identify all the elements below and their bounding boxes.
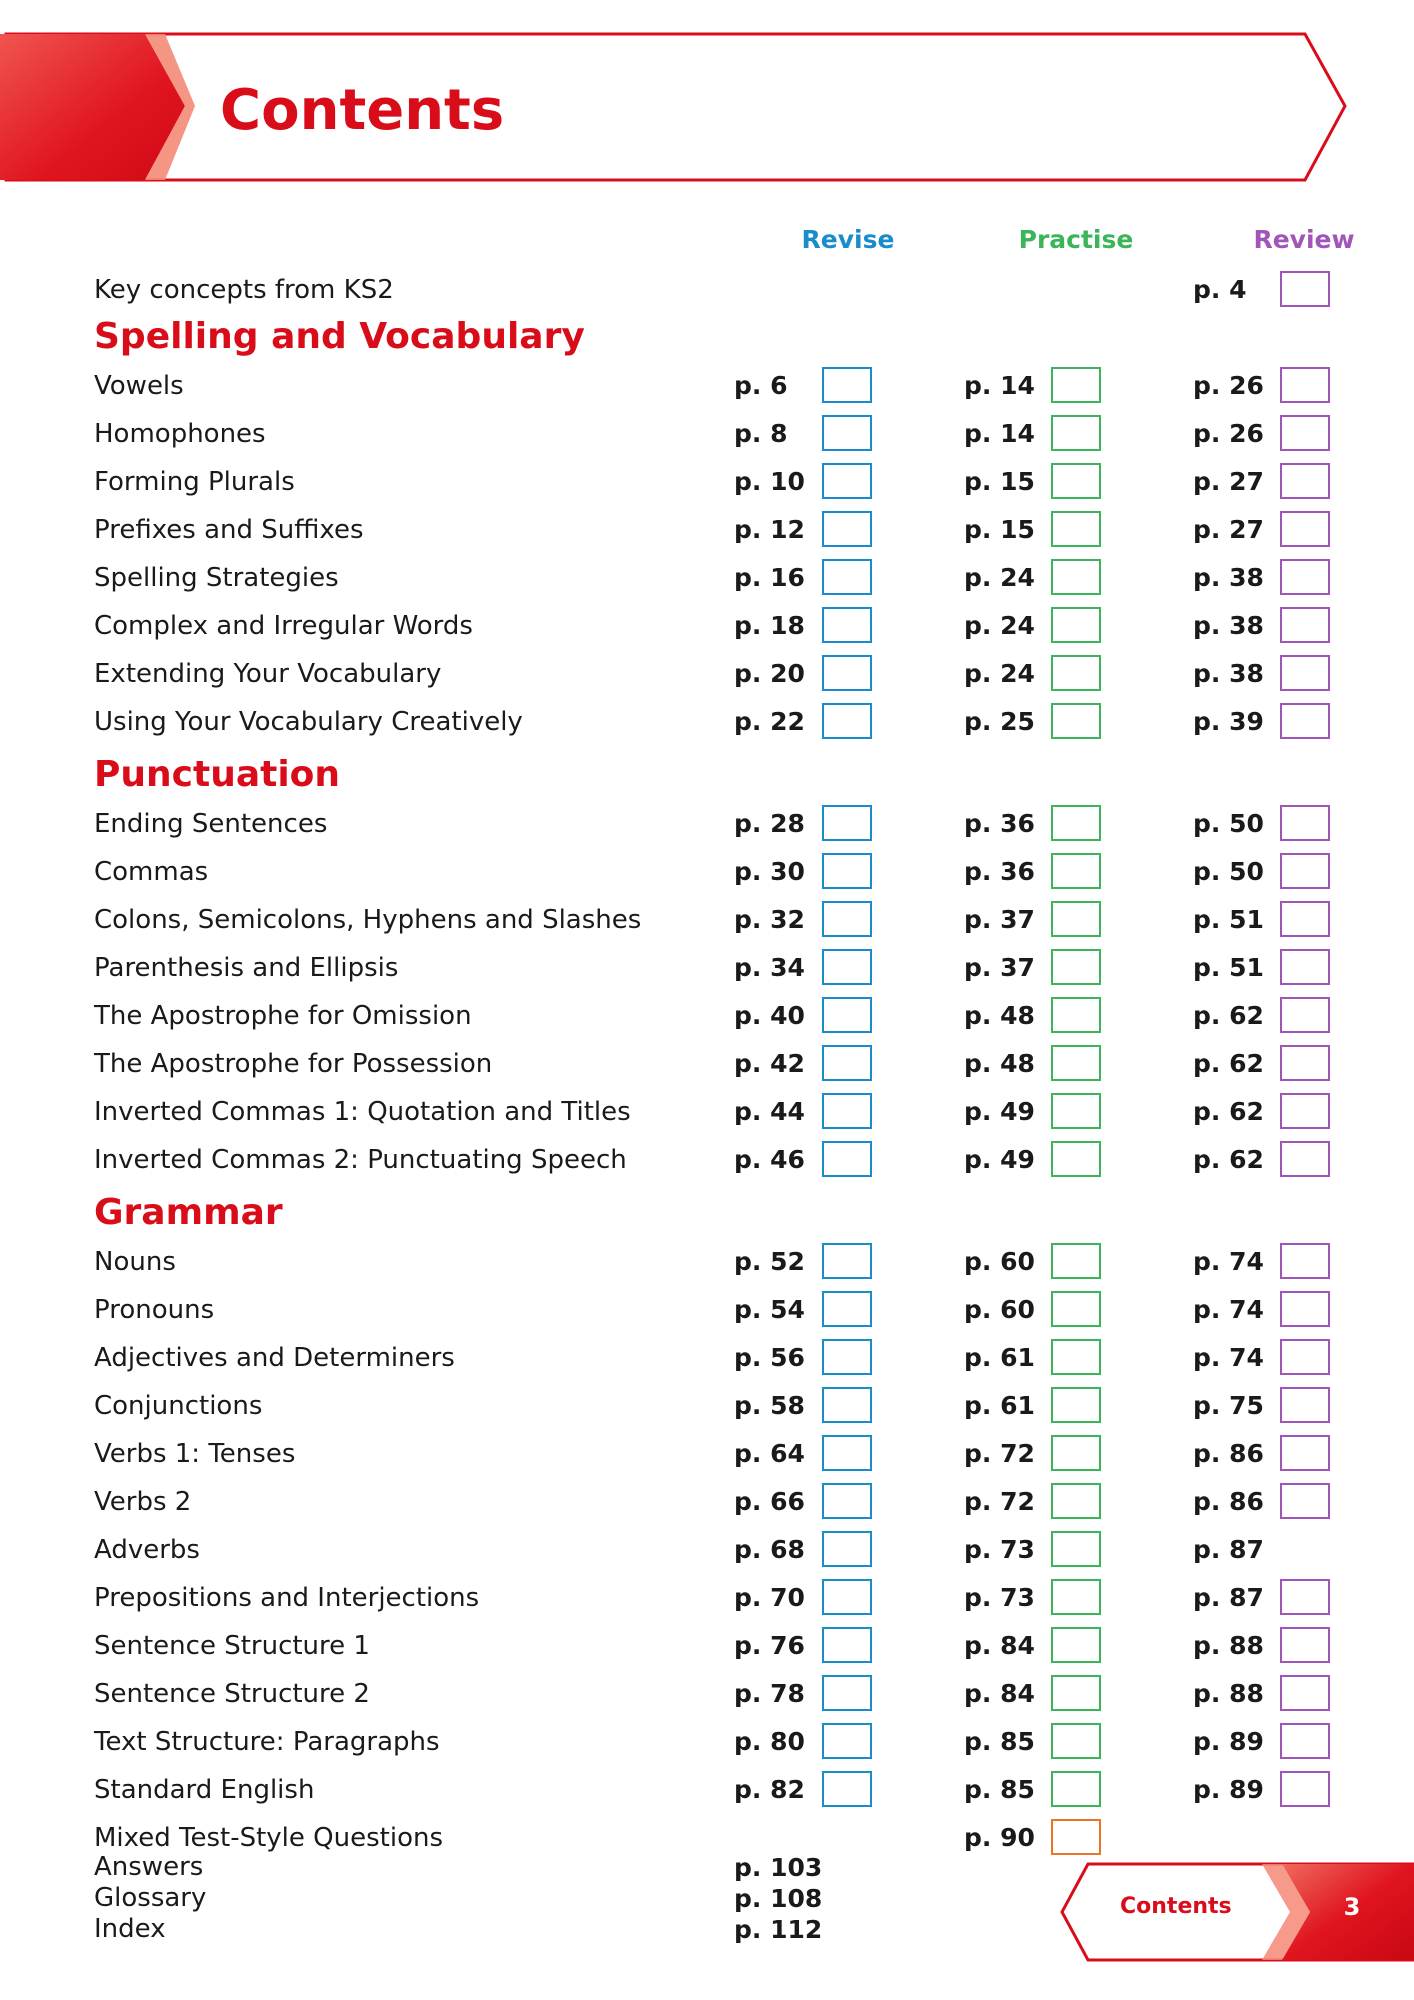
extra-title: Glossary <box>94 1883 207 1913</box>
revise-page: p. 30 <box>734 857 805 886</box>
review-page: p. 51 <box>1193 953 1264 982</box>
contents-row <box>0 1670 1414 1718</box>
practise-checkbox[interactable] <box>1051 1627 1101 1663</box>
contents-row <box>0 506 1414 554</box>
review-checkbox[interactable] <box>1280 607 1330 643</box>
revise-page: p. 76 <box>734 1631 805 1660</box>
topic-title: Pronouns <box>94 1295 215 1325</box>
section-heading: Spelling and Vocabulary <box>94 316 585 357</box>
section-heading-row <box>0 314 1414 362</box>
practise-page: p. 14 <box>964 419 1035 448</box>
contents-row <box>0 1430 1414 1478</box>
revise-checkbox[interactable] <box>822 1339 872 1375</box>
revise-checkbox[interactable] <box>822 1435 872 1471</box>
review-checkbox[interactable] <box>1280 805 1330 841</box>
page-number: 3 <box>1343 1893 1361 1921</box>
practise-page: p. 61 <box>964 1343 1035 1372</box>
revise-checkbox[interactable] <box>822 1045 872 1081</box>
practise-checkbox[interactable] <box>1051 1243 1101 1279</box>
review-page: p. 62 <box>1193 1145 1264 1174</box>
revise-page: p. 40 <box>734 1001 805 1030</box>
topic-title: Sentence Structure 2 <box>94 1679 370 1709</box>
revise-page: p. 54 <box>734 1295 805 1324</box>
practise-page: p. 72 <box>964 1439 1035 1468</box>
revise-checkbox[interactable] <box>822 607 872 643</box>
revise-checkbox[interactable] <box>822 1093 872 1129</box>
practise-checkbox[interactable] <box>1051 1675 1101 1711</box>
contents-row <box>0 1718 1414 1766</box>
review-checkbox[interactable] <box>1280 1045 1330 1081</box>
practise-checkbox[interactable] <box>1051 1435 1101 1471</box>
review-page: p. 27 <box>1193 467 1264 496</box>
contents-row <box>0 1766 1414 1814</box>
review-checkbox[interactable] <box>1280 1291 1330 1327</box>
revise-page: p. 64 <box>734 1439 805 1468</box>
practise-checkbox[interactable] <box>1051 901 1101 937</box>
practise-checkbox[interactable] <box>1051 1531 1101 1567</box>
contents-row <box>0 602 1414 650</box>
contents-row <box>0 1040 1414 1088</box>
revise-page: p. 18 <box>734 611 805 640</box>
practise-checkbox[interactable] <box>1051 853 1101 889</box>
topic-title: Adverbs <box>94 1535 200 1565</box>
practise-page: p. 73 <box>964 1535 1035 1564</box>
practise-page: p. 84 <box>964 1631 1035 1660</box>
practise-page: p. 24 <box>964 611 1035 640</box>
practise-page: p. 85 <box>964 1775 1035 1804</box>
practise-checkbox[interactable] <box>1051 1093 1101 1129</box>
review-checkbox[interactable] <box>1280 1387 1330 1423</box>
review-page: p. 62 <box>1193 1049 1264 1078</box>
topic-title: Verbs 2 <box>94 1487 192 1517</box>
revise-checkbox[interactable] <box>822 1675 872 1711</box>
revise-checkbox[interactable] <box>822 655 872 691</box>
column-header-review: Review <box>1253 225 1355 254</box>
contents-row <box>0 554 1414 602</box>
practise-page: p. 37 <box>964 953 1035 982</box>
contents-row <box>0 1286 1414 1334</box>
practise-page: p. 49 <box>964 1097 1035 1126</box>
revise-page: p. 68 <box>734 1535 805 1564</box>
revise-checkbox[interactable] <box>822 1387 872 1423</box>
revise-checkbox[interactable] <box>822 805 872 841</box>
topic-title: Standard English <box>94 1775 315 1805</box>
practise-page: p. 36 <box>964 809 1035 838</box>
contents-row <box>0 1526 1414 1574</box>
section-heading-row <box>0 752 1414 800</box>
practise-checkbox[interactable] <box>1051 607 1101 643</box>
contents-row <box>0 410 1414 458</box>
review-checkbox[interactable] <box>1280 1093 1330 1129</box>
practise-page: p. 48 <box>964 1049 1035 1078</box>
extra-page: p. 112 <box>734 1915 823 1944</box>
revise-page: p. 52 <box>734 1247 805 1276</box>
practise-page: p. 49 <box>964 1145 1035 1174</box>
revise-page: p. 42 <box>734 1049 805 1078</box>
practise-checkbox[interactable] <box>1051 1579 1101 1615</box>
review-page: p. 74 <box>1193 1295 1264 1324</box>
topic-title: Conjunctions <box>94 1391 263 1421</box>
revise-checkbox[interactable] <box>822 1141 872 1177</box>
review-checkbox[interactable] <box>1280 271 1330 307</box>
topic-title: Key concepts from KS2 <box>94 275 394 305</box>
practise-checkbox[interactable] <box>1051 1483 1101 1519</box>
revise-page: p. 58 <box>734 1391 805 1420</box>
review-checkbox[interactable] <box>1280 1723 1330 1759</box>
revise-checkbox[interactable] <box>822 559 872 595</box>
page-title: Contents <box>220 78 505 143</box>
revise-page: p. 80 <box>734 1727 805 1756</box>
practise-page: p. 73 <box>964 1583 1035 1612</box>
contents-row <box>0 1136 1414 1184</box>
revise-checkbox[interactable] <box>822 997 872 1033</box>
revise-page: p. 44 <box>734 1097 805 1126</box>
review-checkbox[interactable] <box>1280 1675 1330 1711</box>
topic-title: Verbs 1: Tenses <box>94 1439 296 1469</box>
section-heading: Punctuation <box>94 754 341 795</box>
review-page: p. 27 <box>1193 515 1264 544</box>
practise-page: p. 90 <box>964 1823 1035 1852</box>
extra-page: p. 103 <box>734 1853 823 1882</box>
practise-page: p. 60 <box>964 1247 1035 1276</box>
practise-checkbox[interactable] <box>1051 1339 1101 1375</box>
revise-checkbox[interactable] <box>822 949 872 985</box>
review-checkbox[interactable] <box>1280 463 1330 499</box>
contents-row <box>0 848 1414 896</box>
practise-checkbox[interactable] <box>1051 1771 1101 1807</box>
revise-checkbox[interactable] <box>822 703 872 739</box>
practise-checkbox[interactable] <box>1051 1045 1101 1081</box>
review-page: p. 89 <box>1193 1727 1264 1756</box>
review-page: p. 89 <box>1193 1775 1264 1804</box>
column-header-practise: Practise <box>1018 225 1134 254</box>
review-page: p. 38 <box>1193 563 1264 592</box>
review-page: p. 38 <box>1193 659 1264 688</box>
revise-page: p. 10 <box>734 467 805 496</box>
topic-title: Vowels <box>94 371 184 401</box>
review-page: p. 62 <box>1193 1097 1264 1126</box>
review-page: p. 39 <box>1193 707 1264 736</box>
review-page: p. 86 <box>1193 1487 1264 1516</box>
practise-checkbox[interactable] <box>1051 655 1101 691</box>
revise-checkbox[interactable] <box>822 463 872 499</box>
practise-page: p. 36 <box>964 857 1035 886</box>
column-header-revise: Revise <box>801 225 895 254</box>
review-page: p. 51 <box>1193 905 1264 934</box>
review-page: p. 26 <box>1193 419 1264 448</box>
revise-checkbox[interactable] <box>822 1771 872 1807</box>
practise-page: p. 25 <box>964 707 1035 736</box>
revise-checkbox[interactable] <box>822 901 872 937</box>
revise-page: p. 66 <box>734 1487 805 1516</box>
practise-page: p. 14 <box>964 371 1035 400</box>
topic-title: Commas <box>94 857 209 887</box>
contents-row <box>0 458 1414 506</box>
review-page: p. 62 <box>1193 1001 1264 1030</box>
revise-page: p. 82 <box>734 1775 805 1804</box>
topic-title: The Apostrophe for Omission <box>94 1001 472 1031</box>
practise-checkbox[interactable] <box>1051 367 1101 403</box>
contents-row <box>0 1622 1414 1670</box>
review-checkbox[interactable] <box>1280 1141 1330 1177</box>
footer-tab <box>1060 1862 1414 1962</box>
section-heading-row <box>0 1190 1414 1238</box>
practise-page: p. 37 <box>964 905 1035 934</box>
revise-checkbox[interactable] <box>822 1291 872 1327</box>
review-page: p. 88 <box>1193 1631 1264 1660</box>
review-checkbox[interactable] <box>1280 1243 1330 1279</box>
review-page: p. 86 <box>1193 1439 1264 1468</box>
revise-checkbox[interactable] <box>822 1483 872 1519</box>
topic-title: Sentence Structure 1 <box>94 1631 370 1661</box>
practise-page: p. 24 <box>964 659 1035 688</box>
revise-page: p. 20 <box>734 659 805 688</box>
practise-checkbox[interactable] <box>1051 1141 1101 1177</box>
review-page: p. 50 <box>1193 857 1264 886</box>
topic-title: Prepositions and Interjections <box>94 1583 480 1613</box>
practise-page: p. 72 <box>964 1487 1035 1516</box>
review-checkbox[interactable] <box>1280 1483 1330 1519</box>
review-checkbox[interactable] <box>1280 853 1330 889</box>
revise-page: p. 56 <box>734 1343 805 1372</box>
contents-row <box>0 1574 1414 1622</box>
section-heading: Grammar <box>94 1192 283 1233</box>
practise-checkbox[interactable] <box>1051 1291 1101 1327</box>
extra-title: Index <box>94 1914 166 1944</box>
practise-page: p. 85 <box>964 1727 1035 1756</box>
revise-checkbox[interactable] <box>822 1579 872 1615</box>
topic-title: Adjectives and Determiners <box>94 1343 455 1373</box>
revise-page: p. 8 <box>734 419 788 448</box>
review-checkbox[interactable] <box>1280 997 1330 1033</box>
topic-title: Parenthesis and Ellipsis <box>94 953 399 983</box>
topic-title: The Apostrophe for Possession <box>94 1049 493 1079</box>
review-checkbox[interactable] <box>1280 511 1330 547</box>
practise-page: p. 24 <box>964 563 1035 592</box>
contents-row <box>0 944 1414 992</box>
review-checkbox[interactable] <box>1280 1627 1330 1663</box>
header-banner <box>0 0 1414 200</box>
topic-title: Nouns <box>94 1247 176 1277</box>
revise-page: p. 34 <box>734 953 805 982</box>
review-page: p. 50 <box>1193 809 1264 838</box>
topic-title: Using Your Vocabulary Creatively <box>94 707 523 737</box>
review-checkbox[interactable] <box>1280 415 1330 451</box>
test-checkbox[interactable] <box>1051 1819 1101 1855</box>
revise-page: p. 12 <box>734 515 805 544</box>
revise-page: p. 46 <box>734 1145 805 1174</box>
contents-row <box>0 698 1414 746</box>
revise-page: p. 78 <box>734 1679 805 1708</box>
review-page: p. 74 <box>1193 1343 1264 1372</box>
footer-label: Contents <box>1120 1894 1232 1919</box>
revise-page: p. 6 <box>734 371 788 400</box>
topic-title: Mixed Test-Style Questions <box>94 1823 443 1853</box>
review-page: p. 4 <box>1193 275 1247 304</box>
practise-checkbox[interactable] <box>1051 559 1101 595</box>
revise-page: p. 70 <box>734 1583 805 1612</box>
review-checkbox[interactable] <box>1280 703 1330 739</box>
topic-title: Colons, Semicolons, Hyphens and Slashes <box>94 905 642 935</box>
practise-checkbox[interactable] <box>1051 415 1101 451</box>
topic-title: Ending Sentences <box>94 809 328 839</box>
review-checkbox[interactable] <box>1280 1579 1330 1615</box>
contents-row <box>0 1088 1414 1136</box>
practise-checkbox[interactable] <box>1051 1387 1101 1423</box>
practise-page: p. 60 <box>964 1295 1035 1324</box>
contents-row <box>0 266 1414 314</box>
review-page: p. 87 <box>1193 1583 1264 1612</box>
practise-page: p. 84 <box>964 1679 1035 1708</box>
contents-row <box>0 1382 1414 1430</box>
topic-title: Spelling Strategies <box>94 563 339 593</box>
review-checkbox[interactable] <box>1280 949 1330 985</box>
revise-page: p. 32 <box>734 905 805 934</box>
review-checkbox[interactable] <box>1280 559 1330 595</box>
contents-row <box>0 800 1414 848</box>
contents-row <box>0 1478 1414 1526</box>
review-page: p. 88 <box>1193 1679 1264 1708</box>
review-page: p. 38 <box>1193 611 1264 640</box>
revise-page: p. 22 <box>734 707 805 736</box>
revise-page: p. 28 <box>734 809 805 838</box>
topic-title: Extending Your Vocabulary <box>94 659 442 689</box>
topic-title: Inverted Commas 2: Punctuating Speech <box>94 1145 627 1175</box>
topic-title: Homophones <box>94 419 266 449</box>
review-checkbox[interactable] <box>1280 1339 1330 1375</box>
review-page: p. 26 <box>1193 371 1264 400</box>
contents-row <box>0 1334 1414 1382</box>
practise-checkbox[interactable] <box>1051 703 1101 739</box>
review-page: p. 75 <box>1193 1391 1264 1420</box>
practise-page: p. 48 <box>964 1001 1035 1030</box>
practise-checkbox[interactable] <box>1051 949 1101 985</box>
contents-row <box>0 1238 1414 1286</box>
practise-checkbox[interactable] <box>1051 805 1101 841</box>
review-checkbox[interactable] <box>1280 367 1330 403</box>
topic-title: Inverted Commas 1: Quotation and Titles <box>94 1097 631 1127</box>
practise-checkbox[interactable] <box>1051 1723 1101 1759</box>
revise-checkbox[interactable] <box>822 1627 872 1663</box>
revise-checkbox[interactable] <box>822 367 872 403</box>
review-page: p. 74 <box>1193 1247 1264 1276</box>
revise-checkbox[interactable] <box>822 415 872 451</box>
review-checkbox[interactable] <box>1280 655 1330 691</box>
review-page: p. 87 <box>1193 1535 1264 1564</box>
review-checkbox[interactable] <box>1280 901 1330 937</box>
contents-row <box>0 896 1414 944</box>
practise-checkbox[interactable] <box>1051 463 1101 499</box>
extra-title: Answers <box>94 1852 204 1882</box>
practise-page: p. 15 <box>964 515 1035 544</box>
practise-page: p. 15 <box>964 467 1035 496</box>
topic-title: Prefixes and Suffixes <box>94 515 364 545</box>
topic-title: Text Structure: Paragraphs <box>94 1727 440 1757</box>
practise-checkbox[interactable] <box>1051 511 1101 547</box>
revise-checkbox[interactable] <box>822 1723 872 1759</box>
contents-row <box>0 992 1414 1040</box>
topic-title: Complex and Irregular Words <box>94 611 473 641</box>
revise-checkbox[interactable] <box>822 1531 872 1567</box>
revise-page: p. 16 <box>734 563 805 592</box>
revise-checkbox[interactable] <box>822 853 872 889</box>
review-checkbox[interactable] <box>1280 1435 1330 1471</box>
revise-checkbox[interactable] <box>822 1243 872 1279</box>
practise-checkbox[interactable] <box>1051 997 1101 1033</box>
practise-page: p. 61 <box>964 1391 1035 1420</box>
extra-page: p. 108 <box>734 1884 823 1913</box>
revise-checkbox[interactable] <box>822 511 872 547</box>
banner-shape <box>0 0 1414 200</box>
topic-title: Forming Plurals <box>94 467 295 497</box>
contents-row <box>0 650 1414 698</box>
review-checkbox[interactable] <box>1280 1771 1330 1807</box>
contents-row <box>0 362 1414 410</box>
